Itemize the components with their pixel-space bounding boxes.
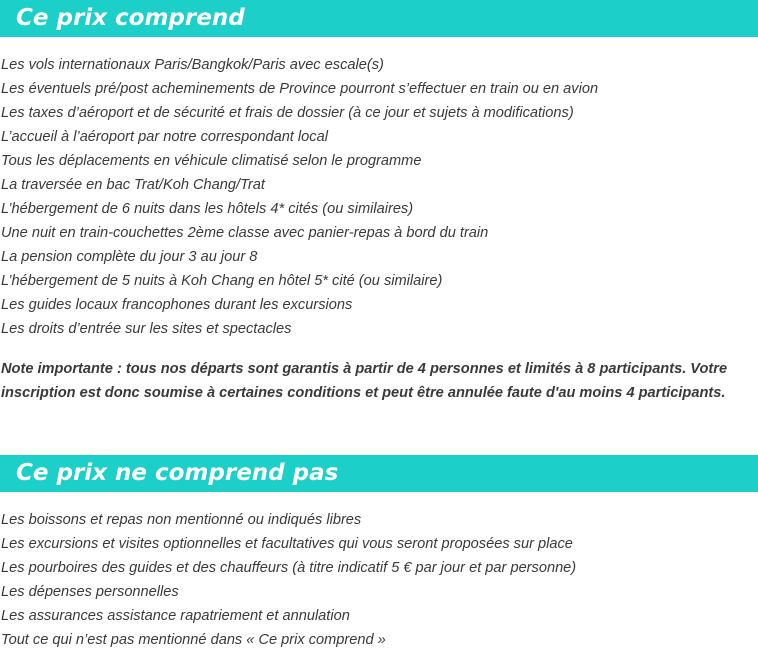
- excludes-list: [1, 508, 576, 652]
- list-item: L’hébergement de 5 nuits à Koh Chang en hôtel 5* cité (ou similaire): [1, 273, 443, 289]
- list-item: L’accueil à l’aéroport par notre correspondant local: [1, 129, 328, 145]
- list-item: La pension complète du jour 3 au jour 8: [1, 249, 258, 265]
- list-item: Les vols internationaux Paris/Bangkok/Paris avec escale(s): [1, 57, 384, 73]
- list-item: Une nuit en train-couchettes 2ème classe avec panier-repas à bord du train: [1, 225, 489, 241]
- list-item: Les guides locaux francophones durant les excursions: [1, 297, 353, 313]
- list-item: Les excursions et visites optionnelles et facultatives qui vous seront proposées sur place: [1, 536, 573, 552]
- list-item: Les pourboires des guides et des chauffeurs (à titre indicatif 5 € par jour et par personne): [1, 560, 577, 576]
- includes-list: [1, 53, 598, 341]
- list-item: Tout ce qui n’est pas mentionné dans « Ce prix comprend »: [1, 632, 386, 648]
- list-item: Les taxes d’aéroport et de sécurité et frais de dossier (à ce jour et sujets à modifications): [1, 105, 574, 121]
- list-item: Les droits d’entrée sur les sites et spectacles: [1, 321, 292, 337]
- list-item: Les boissons et repas non mentionné ou indiqués libres: [1, 512, 362, 528]
- list-item: Les éventuels pré/post acheminements de Province pourront s’effectuer en train ou en avion: [1, 81, 599, 97]
- list-item: Les assurances assistance rapatriement et annulation: [1, 608, 350, 624]
- section-title-excludes: Ce prix ne comprend pas: [0, 455, 758, 492]
- section-title-includes: Ce prix comprend: [0, 0, 758, 37]
- list-item: Tous les déplacements en véhicule climatisé selon le programme: [1, 153, 422, 169]
- list-item: L’hébergement de 6 nuits dans les hôtels 4* cités (ou similaires): [1, 201, 414, 217]
- list-item: La traversée en bac Trat/Koh Chang/Trat: [1, 177, 265, 193]
- list-item: Les dépenses personnelles: [1, 584, 179, 600]
- important-note: Note importante : tous nos départs sont garantis à partir de 4 personnes et limités à 8 participants. Votre inscription est donc soumise à certaines conditions et peut être annulée faute d'au moins 4 participants.: [1, 361, 728, 401]
